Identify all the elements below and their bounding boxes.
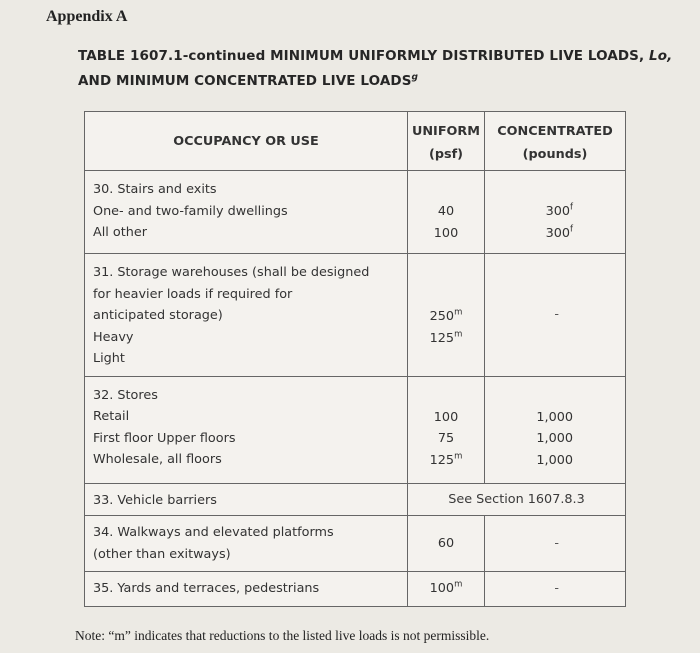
concentrated-cell: - bbox=[485, 254, 626, 377]
uniform-cell: 100 75 125$^m$ bbox=[408, 376, 485, 483]
uniform-cell: 250$^m$ 125$^m$ bbox=[408, 254, 485, 377]
table-row bbox=[85, 171, 626, 254]
occupancy-cell: 32. Stores Retail First floor Upper floors Wholesale, all floors bbox=[85, 376, 408, 483]
uniform-cell: 100$^m$ bbox=[408, 572, 485, 607]
uniform-cell: 40 100 bbox=[408, 171, 485, 254]
occupancy-cell: 30. Stairs and exits One- and two-family dwellings All other bbox=[85, 171, 408, 254]
see-section-cell: See Section 1607.8.3 bbox=[408, 483, 626, 516]
table-row bbox=[85, 376, 626, 483]
table-note: Note: “m” indicates that reductions to the listed live loads is not permissible. bbox=[75, 628, 490, 643]
title-footnote-g: g bbox=[411, 72, 419, 83]
title-line-1: TABLE 1607.1-continued MINIMUM UNIFORMLY DISTRIBUTED LIVE LOADS, Lo, bbox=[78, 48, 673, 64]
occupancy-cell: 31. Storage warehouses (shall be designed for heavier loads if required for anticipated storage) Heavy Light bbox=[85, 254, 408, 377]
concentrated-cell: 1,000 1,000 1,000 bbox=[485, 376, 626, 483]
lo-symbol: Lo, bbox=[649, 48, 673, 64]
table-row bbox=[85, 254, 626, 377]
table-row bbox=[85, 572, 626, 607]
occupancy-cell: 34. Walkways and elevated platforms (other than exitways) bbox=[85, 516, 408, 572]
header-occupancy: OCCUPANCY OR USE bbox=[85, 112, 408, 171]
table-header-row bbox=[85, 112, 626, 171]
table-row bbox=[85, 516, 626, 572]
occupancy-cell: 35. Yards and terraces, pedestrians bbox=[85, 572, 408, 607]
table-title bbox=[78, 44, 678, 94]
table-row bbox=[85, 483, 626, 516]
concentrated-cell: 300$^f$ 300$^f$ bbox=[485, 171, 626, 254]
occupancy-cell: 33. Vehicle barriers bbox=[85, 483, 408, 516]
appendix-heading: Appendix A bbox=[46, 8, 128, 25]
header-concentrated: CONCENTRATED (pounds) bbox=[485, 112, 626, 171]
concentrated-cell: - bbox=[485, 572, 626, 607]
live-loads-table bbox=[84, 111, 626, 607]
concentrated-cell: - bbox=[485, 516, 626, 572]
uniform-cell: 60 bbox=[408, 516, 485, 572]
header-uniform: UNIFORM (psf) bbox=[408, 112, 485, 171]
title-line-2: AND MINIMUM CONCENTRATED LIVE LOADS$^g$ bbox=[78, 72, 419, 89]
